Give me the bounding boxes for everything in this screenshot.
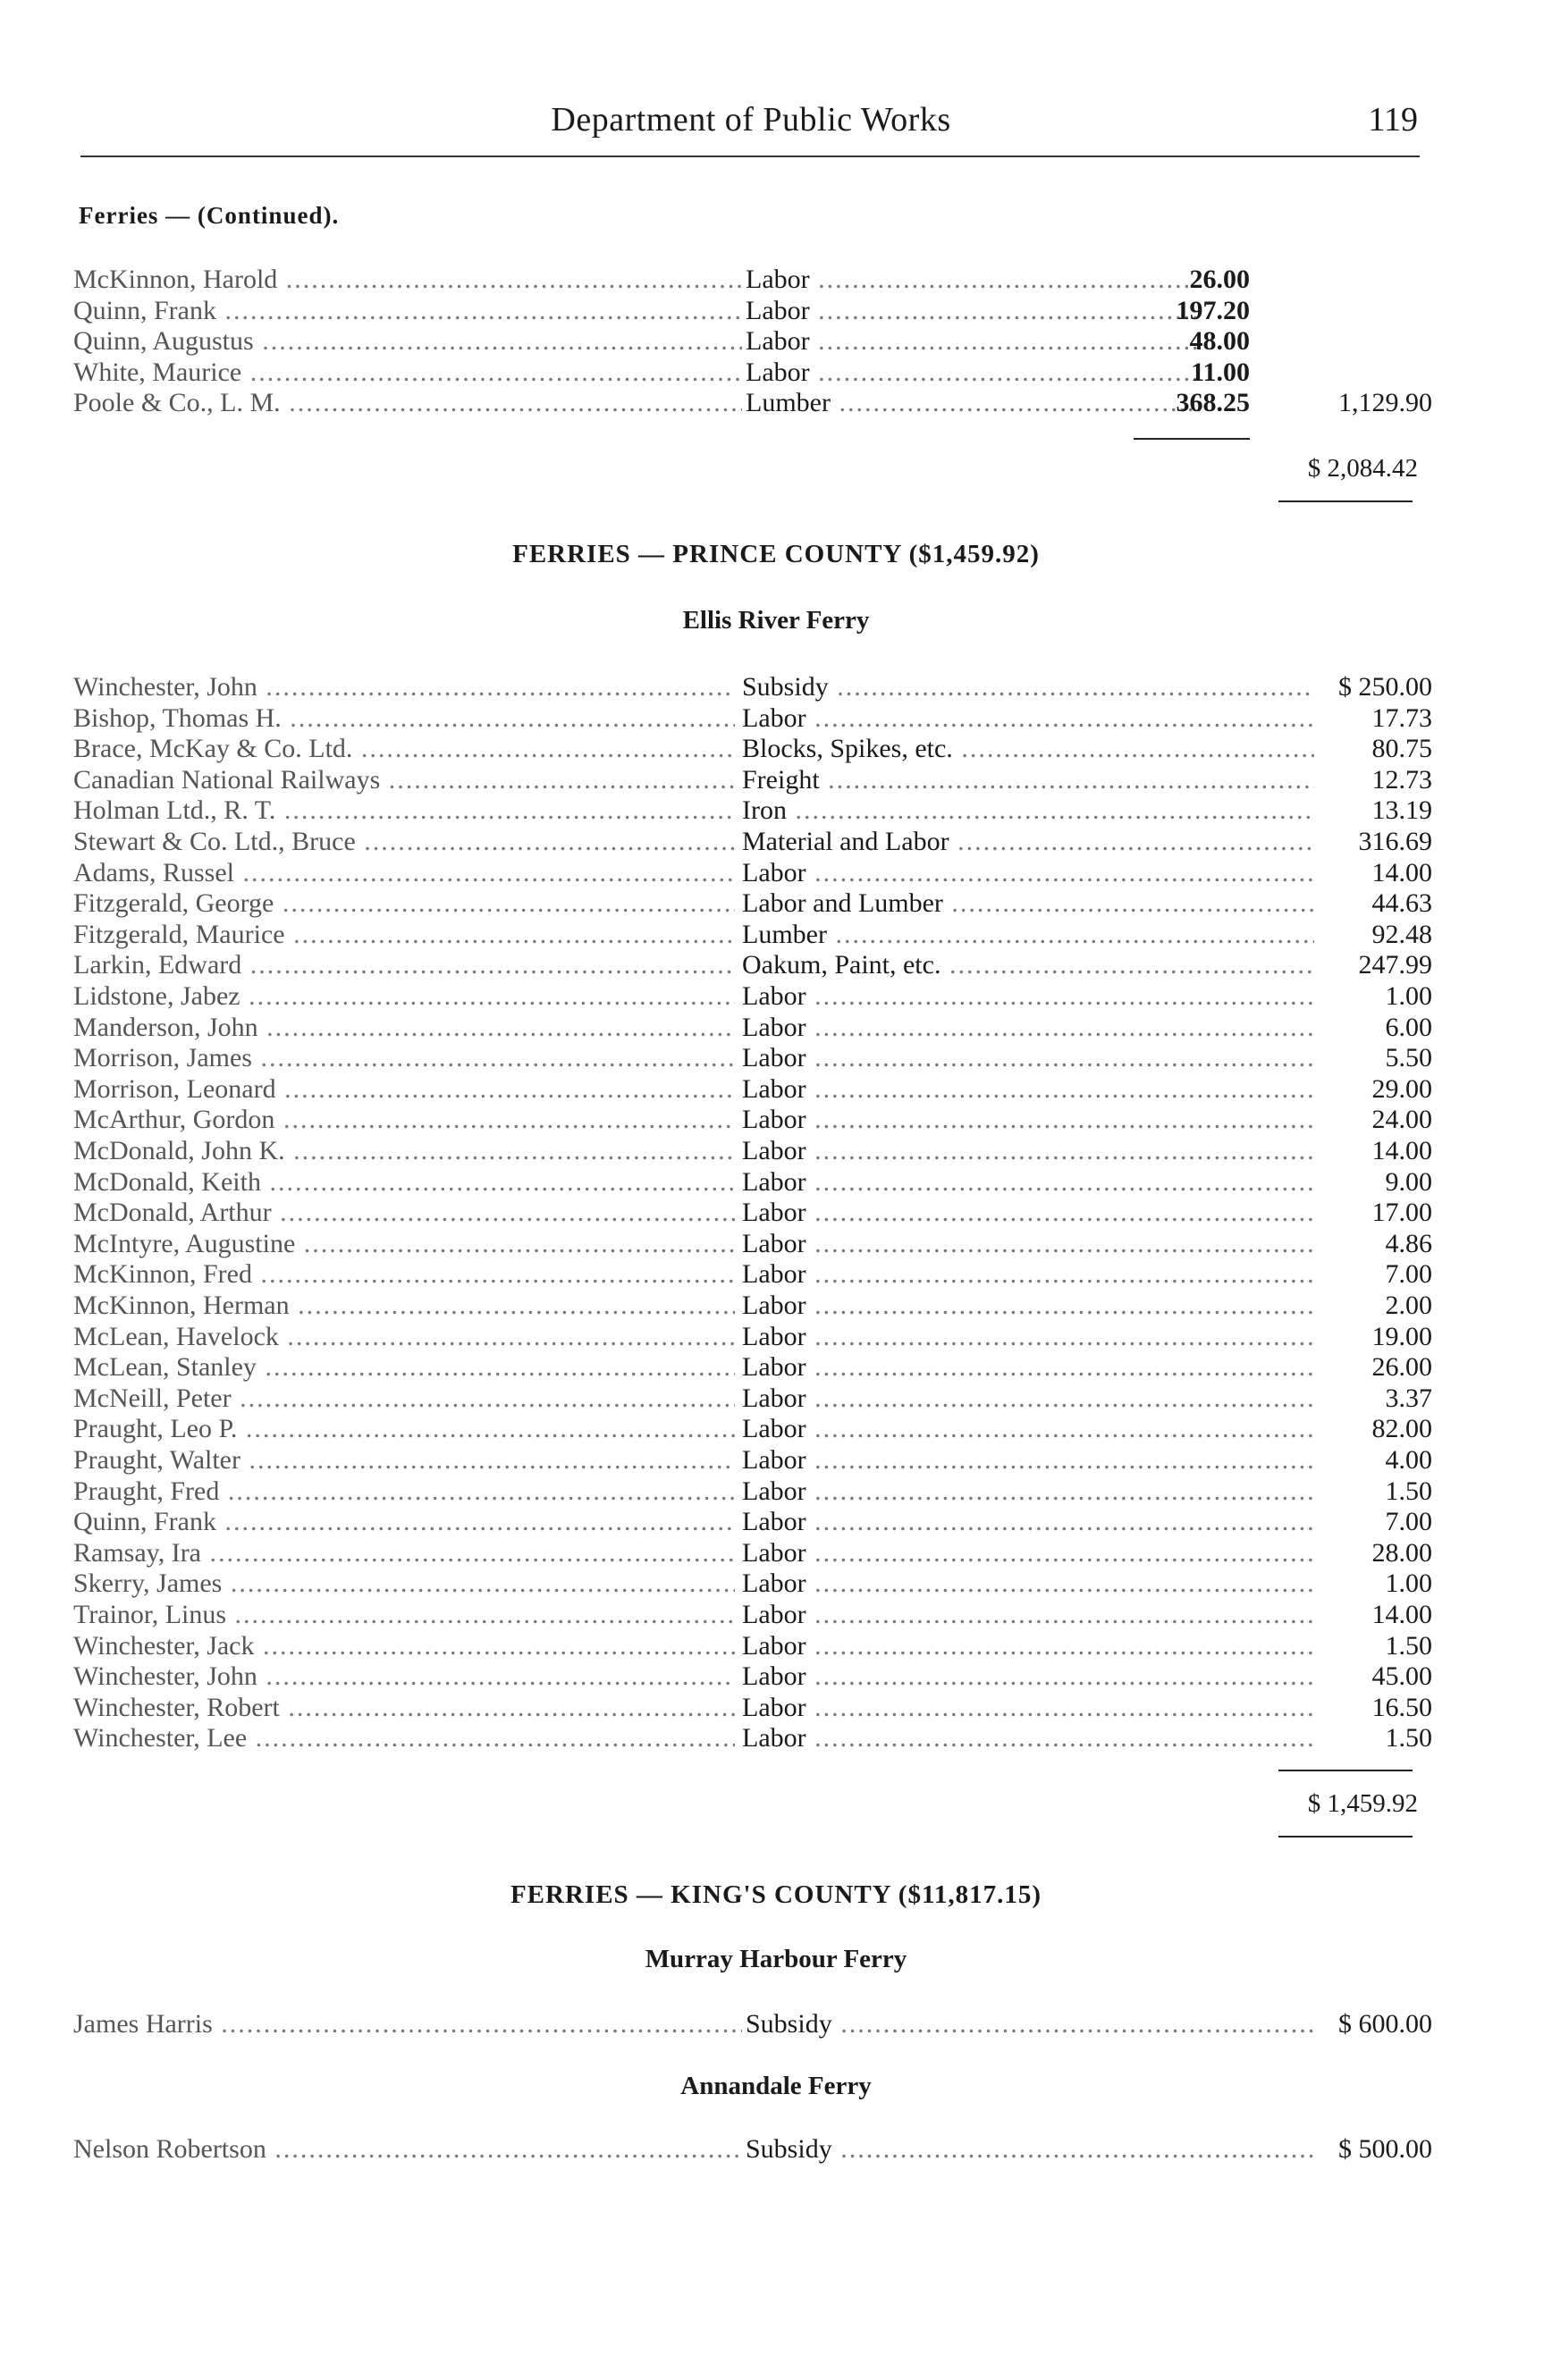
payee-name: Brace, McKay & Co. Ltd. ..... xyxy=(73,734,735,764)
payment-amount: 1.50 xyxy=(1380,1723,1433,1753)
ledger-row xyxy=(73,1198,1432,1228)
payee-name: McDonald, Keith ..... xyxy=(73,1167,735,1198)
ledger-row xyxy=(73,1568,1432,1599)
payment-amount: 3.37 xyxy=(1380,1383,1433,1414)
payment-description: Labor ..... xyxy=(742,981,1314,1012)
payee-name: Adams, Russel ..... xyxy=(73,858,735,888)
payment-description: Labor ..... xyxy=(742,1322,1314,1352)
payment-description: Subsidy ..... xyxy=(746,2134,1318,2165)
payee-name: Nelson Robertson ..... xyxy=(73,2134,742,2165)
ledger-row xyxy=(73,1229,1432,1259)
payment-amount: 368.25 xyxy=(1176,388,1250,417)
payment-description: Labor ..... xyxy=(742,1167,1314,1198)
ledger-row xyxy=(73,1043,1432,1073)
payment-amount: 82.00 xyxy=(1367,1414,1433,1444)
payment-amount: 26.00 xyxy=(1367,1352,1433,1383)
ledger-row xyxy=(73,1661,1432,1692)
ledger-row xyxy=(73,920,1432,950)
ledger-row xyxy=(73,2134,1432,2165)
ledger-row xyxy=(73,734,1432,764)
payment-description: Labor ..... xyxy=(742,703,1314,734)
payment-description: Labor ..... xyxy=(742,1352,1314,1383)
payment-amount: 1.50 xyxy=(1380,1476,1433,1507)
prince-county-heading: FERRIES — PRINCE COUNTY ($1,459.92) xyxy=(512,540,1040,568)
payment-description: Labor ..... xyxy=(742,1414,1314,1444)
payment-amount: 13.19 xyxy=(1367,795,1433,826)
payee-name: Holman Ltd., R. T. ..... xyxy=(73,795,735,826)
payment-description: Freight ..... xyxy=(742,765,1314,795)
grand-total-rule xyxy=(1278,500,1413,502)
payment-description: Labor and Lumber ..... xyxy=(742,888,1314,919)
payment-description: Subsidy ..... xyxy=(746,2009,1318,2039)
payment-description: Labor ..... xyxy=(742,1600,1314,1630)
ledger-row xyxy=(73,672,1432,702)
ledger-row xyxy=(73,795,1432,826)
payment-description: Lumber ..... xyxy=(742,920,1314,950)
prince-total-rule-bottom xyxy=(1278,1836,1413,1838)
payment-description: Labor ..... xyxy=(746,357,1202,388)
payment-description: Material and Labor ..... xyxy=(742,827,1314,857)
page-number: 119 xyxy=(1368,101,1418,139)
payee-name: Bishop, Thomas H. ..... xyxy=(73,703,735,734)
ledger-row xyxy=(73,326,1432,357)
payee-name: Quinn, Frank ..... xyxy=(73,1507,735,1537)
payee-name: Winchester, Jack ..... xyxy=(73,1631,735,1661)
payment-description: Labor ..... xyxy=(742,1074,1314,1105)
payment-description: Labor ..... xyxy=(742,1383,1314,1414)
prince-total-rule-top xyxy=(1278,1770,1413,1771)
payee-name: Fitzgerald, Maurice ..... xyxy=(73,920,735,950)
ellis-river-ferry-heading: Ellis River Ferry xyxy=(682,606,870,635)
payment-description: Iron ..... xyxy=(742,795,1314,826)
ledger-row xyxy=(73,1259,1432,1290)
payment-description: Labor ..... xyxy=(746,326,1202,357)
payee-name: McDonald, Arthur ..... xyxy=(73,1198,735,1228)
payee-name: Quinn, Frank ..... xyxy=(73,296,742,326)
payee-name: James Harris ..... xyxy=(73,2009,742,2039)
payment-amount: 92.48 xyxy=(1367,920,1433,950)
ledger-row xyxy=(73,1600,1432,1630)
ledger-row xyxy=(73,357,1432,388)
ledger-row xyxy=(73,1291,1432,1321)
ledger-row xyxy=(73,1414,1432,1444)
payee-name: McIntyre, Augustine ..... xyxy=(73,1229,735,1259)
payee-name: Poole & Co., L. M. ..... xyxy=(73,388,742,418)
murray-harbour-ferry-heading: Murray Harbour Ferry xyxy=(645,1945,907,1973)
ledger-row xyxy=(73,1507,1432,1537)
ledger-row xyxy=(73,296,1432,326)
ledger-row xyxy=(73,888,1432,919)
ledger-row xyxy=(73,1476,1432,1507)
payment-amount: 80.75 xyxy=(1367,734,1433,764)
payment-description: Labor ..... xyxy=(742,1105,1314,1135)
payment-amount: 24.00 xyxy=(1367,1105,1433,1135)
payee-name: Fitzgerald, George ..... xyxy=(73,888,735,919)
ledger-row xyxy=(73,1631,1432,1661)
header-divider xyxy=(80,156,1420,157)
payment-amount: 14.00 xyxy=(1367,1600,1433,1630)
payment-amount: $ 250.00 xyxy=(1333,672,1432,702)
payment-description: Labor ..... xyxy=(742,1445,1314,1476)
payment-description: Oakum, Paint, etc. ..... xyxy=(742,950,1314,980)
ledger-row xyxy=(73,1445,1432,1476)
payment-description: Labor ..... xyxy=(742,1693,1314,1723)
payment-description: Labor ..... xyxy=(742,858,1314,888)
payment-amount: 44.63 xyxy=(1367,888,1433,919)
payee-name: McArthur, Gordon ..... xyxy=(73,1105,735,1135)
ledger-row xyxy=(73,981,1432,1012)
ledger-row xyxy=(73,1167,1432,1198)
payment-description: Subsidy ..... xyxy=(742,672,1314,702)
ledger-row xyxy=(73,765,1432,795)
payment-amount: 17.00 xyxy=(1367,1198,1433,1228)
subtotal-amount: 1,129.90 xyxy=(1338,388,1432,417)
ledger-row xyxy=(73,1013,1432,1043)
ledger-row xyxy=(73,950,1432,980)
ledger-row xyxy=(73,1136,1432,1166)
payment-amount: $ 600.00 xyxy=(1338,2009,1432,2039)
payment-amount: 4.86 xyxy=(1380,1229,1433,1259)
payee-name: McNeill, Peter ..... xyxy=(73,1383,735,1414)
payment-amount: 316.69 xyxy=(1354,827,1433,857)
ledger-row xyxy=(73,1383,1432,1414)
payment-amount: 1.00 xyxy=(1380,1568,1433,1599)
payment-amount: 2.00 xyxy=(1380,1291,1433,1321)
payment-description: Labor ..... xyxy=(742,1631,1314,1661)
payment-amount: 17.73 xyxy=(1367,703,1433,734)
payee-name: Larkin, Edward ..... xyxy=(73,950,735,980)
payment-description: Labor ..... xyxy=(742,1259,1314,1290)
annandale-ferry-heading: Annandale Ferry xyxy=(680,2072,872,2100)
ledger-row xyxy=(73,858,1432,888)
ledger-row xyxy=(73,1693,1432,1723)
payment-description: Labor ..... xyxy=(742,1538,1314,1568)
payment-amount: 197.20 xyxy=(1176,295,1250,325)
prince-county-total: $ 1,459.92 xyxy=(1307,1789,1418,1818)
payee-name: Winchester, Robert ..... xyxy=(73,1693,735,1723)
ledger-row xyxy=(73,1352,1432,1383)
payment-amount: 1.50 xyxy=(1380,1631,1433,1661)
payment-amount: 7.00 xyxy=(1380,1259,1433,1290)
payee-name: Quinn, Augustus ..... xyxy=(73,326,742,357)
payment-amount: 6.00 xyxy=(1380,1013,1433,1043)
payee-name: McKinnon, Fred ..... xyxy=(73,1259,735,1290)
payment-description: Labor ..... xyxy=(742,1229,1314,1259)
payee-name: Morrison, Leonard ..... xyxy=(73,1074,735,1105)
continued-grand-total: $ 2,084.42 xyxy=(1307,454,1418,483)
payee-name: Winchester, John ..... xyxy=(73,672,735,702)
payment-amount: 48.00 xyxy=(1189,326,1250,356)
payee-name: White, Maurice ..... xyxy=(73,357,742,388)
payment-amount: 16.50 xyxy=(1367,1693,1433,1723)
payment-amount: $ 500.00 xyxy=(1338,2134,1432,2164)
payee-name: Stewart & Co. Ltd., Bruce ..... xyxy=(73,827,735,857)
payment-amount: 4.00 xyxy=(1380,1445,1433,1476)
payee-name: Canadian National Railways ..... xyxy=(73,765,735,795)
payment-description: Labor ..... xyxy=(746,265,1202,295)
ledger-row xyxy=(73,703,1432,734)
payment-amount: 1.00 xyxy=(1380,981,1433,1012)
payment-amount: 11.00 xyxy=(1191,357,1250,387)
payee-name: McKinnon, Harold ..... xyxy=(73,265,742,295)
payee-name: Winchester, Lee ..... xyxy=(73,1723,735,1753)
payment-description: Labor ..... xyxy=(742,1476,1314,1507)
payment-description: Labor ..... xyxy=(742,1198,1314,1228)
payment-amount: 247.99 xyxy=(1354,950,1433,980)
payment-description: Labor ..... xyxy=(742,1013,1314,1043)
ledger-row xyxy=(73,827,1432,857)
ledger-row xyxy=(73,265,1432,295)
payee-name: Manderson, John ..... xyxy=(73,1013,735,1043)
payment-amount: 12.73 xyxy=(1367,765,1433,795)
payee-name: Praught, Fred ..... xyxy=(73,1476,735,1507)
payment-amount: 19.00 xyxy=(1367,1322,1433,1352)
payee-name: Ramsay, Ira ..... xyxy=(73,1538,735,1568)
payment-description: Labor ..... xyxy=(742,1043,1314,1073)
ledger-row xyxy=(73,1723,1432,1753)
payment-amount: 14.00 xyxy=(1367,1136,1433,1166)
payment-description: Labor ..... xyxy=(742,1507,1314,1537)
payment-description: Labor ..... xyxy=(742,1568,1314,1599)
ledger-row xyxy=(73,1074,1432,1105)
payment-description: Labor ..... xyxy=(746,296,1202,326)
payee-name: Praught, Walter ..... xyxy=(73,1445,735,1476)
payee-name: McDonald, John K. ..... xyxy=(73,1136,735,1166)
payee-name: McKinnon, Herman ..... xyxy=(73,1291,735,1321)
ledger-row xyxy=(73,1322,1432,1352)
payment-amount: 7.00 xyxy=(1380,1507,1433,1537)
payment-description: Labor ..... xyxy=(742,1723,1314,1753)
ledger-row xyxy=(73,2009,1432,2039)
payment-amount: 26.00 xyxy=(1189,265,1250,294)
payee-name: McLean, Havelock ..... xyxy=(73,1322,735,1352)
payee-name: Winchester, John ..... xyxy=(73,1661,735,1692)
ledger-row xyxy=(73,1105,1432,1135)
section-heading-continued: Ferries — (Continued). xyxy=(79,202,340,229)
payee-name: Praught, Leo P. ..... xyxy=(73,1414,735,1444)
payment-description: Labor ..... xyxy=(742,1136,1314,1166)
payment-description: Labor ..... xyxy=(742,1291,1314,1321)
payee-name: Morrison, James ..... xyxy=(73,1043,735,1073)
ledger-row xyxy=(73,388,1432,418)
payment-amount: 5.50 xyxy=(1380,1043,1433,1073)
payment-amount: 45.00 xyxy=(1367,1661,1433,1692)
ledger-row xyxy=(73,1538,1432,1568)
payment-description: Blocks, Spikes, etc. ..... xyxy=(742,734,1314,764)
payee-name: Trainor, Linus ..... xyxy=(73,1600,735,1630)
payee-name: McLean, Stanley ..... xyxy=(73,1352,735,1383)
payment-amount: 29.00 xyxy=(1367,1074,1433,1105)
payment-description: Lumber ..... xyxy=(746,388,1202,418)
payment-amount: 14.00 xyxy=(1367,858,1433,888)
page-title: Department of Public Works xyxy=(551,101,951,139)
payment-description: Labor ..... xyxy=(742,1661,1314,1692)
payee-name: Lidstone, Jabez ..... xyxy=(73,981,735,1012)
payee-name: Skerry, James ..... xyxy=(73,1568,735,1599)
payment-amount: 9.00 xyxy=(1380,1167,1433,1198)
subtotal-rule xyxy=(1134,438,1250,440)
kings-county-heading: FERRIES — KING'S COUNTY ($11,817.15) xyxy=(510,1880,1042,1909)
payment-amount: 28.00 xyxy=(1367,1538,1433,1568)
